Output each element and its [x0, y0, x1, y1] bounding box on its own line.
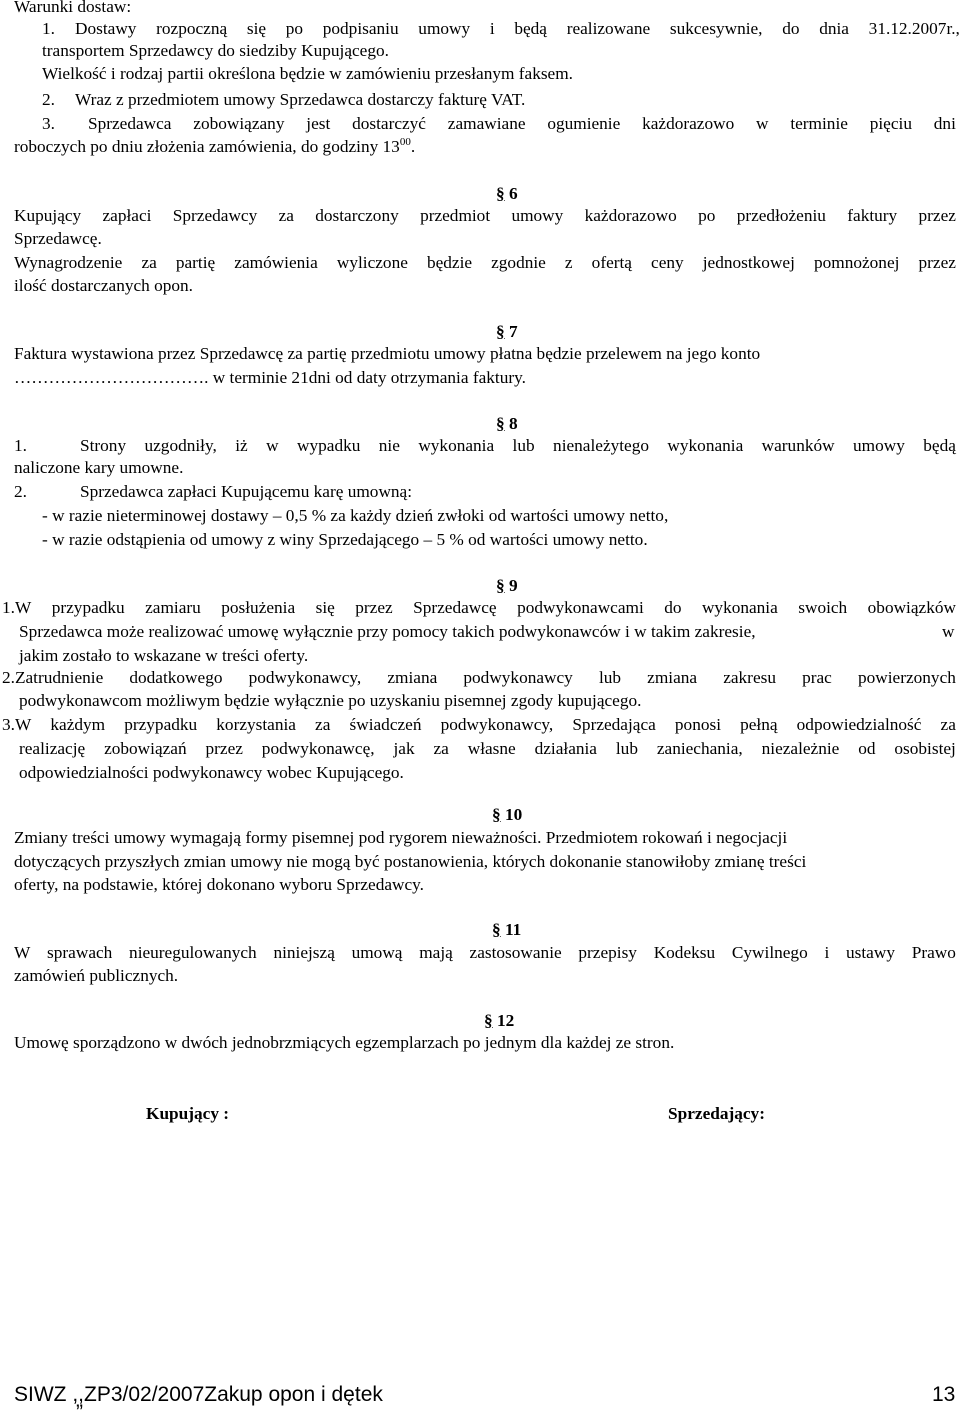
- section-12-sign: §: [484, 1011, 493, 1030]
- section-10-number: 10: [504, 805, 523, 824]
- section-11-sign: §: [492, 920, 501, 939]
- section-9-item-3-line-2: realizację zobowiązań przez podwykonawcę, jak za własne działania lub zaniechania, niezależnie od osobistej: [19, 739, 956, 758]
- section-6-line-3: Wynagrodzenie za partię zamówienia wyliczone będzie zgodnie z ofertą ceny jednostkowej pomnożonej przez: [14, 253, 956, 272]
- section-9-item-3-line-3: odpowiedzialności podwykonawcy wobec Kupującego.: [19, 763, 404, 782]
- section-9-item-1-line-2-end: w: [942, 622, 955, 641]
- section-8-item-2-text: Sprzedawca zapłaci Kupującemu karę umowną:: [80, 482, 413, 501]
- section-10-line-2: dotyczących przyszłych zmian umowy nie mogą być postanowienia, których dokonanie stanowiłoby zmianę treści: [14, 852, 807, 871]
- section-12-number: 12: [496, 1011, 515, 1030]
- delivery-item-3-end: .: [410, 137, 416, 156]
- section-11-heading: [492, 919, 521, 941]
- section-8-item-1-number: 1.: [14, 436, 27, 455]
- section-6-sign: §: [496, 184, 505, 203]
- section-7-number: 7: [508, 322, 518, 341]
- seller-signature-label: Sprzedający:: [668, 1104, 765, 1123]
- section-9-item-2-line-2: podwykonawcom możliwym będzie wyłącznie po uzyskaniu pisemnej zgody kupującego.: [19, 691, 642, 710]
- section-9-item-1-line-3: jakim zostało to wskazane w treści oferty.: [19, 646, 309, 665]
- section-9-sign: §: [496, 576, 505, 595]
- delivery-item-3-number: 3.: [42, 114, 55, 133]
- section-8-penalty-1: - w razie nieterminowej dostawy – 0,5 % za każdy dzień zwłoki od wartości umowy netto,: [42, 506, 669, 525]
- delivery-item-1-line-2: transportem Sprzedawcy do siedziby Kupującego.: [42, 41, 389, 60]
- section-6-number: 6: [508, 184, 518, 203]
- section-8-sign: §: [496, 414, 505, 433]
- section-9-item-2-line-1: 2.Zatrudnienie dodatkowego podwykonawcy, zmiana podwykonawcy lub zmiana zakresu prac powierzonych: [2, 668, 956, 687]
- section-12-line-1: Umowę sporządzono w dwóch jednobrzmiących egzemplarzach po jednym dla każdej ze stron.: [14, 1033, 675, 1052]
- section-10-sign: §: [492, 805, 501, 824]
- section-6-line-4: ilość dostarczanych opon.: [14, 276, 193, 295]
- section-10-line-3: oferty, na podstawie, której dokonano wyboru Sprzedawcy.: [14, 875, 424, 894]
- section-9-number: 9: [508, 576, 518, 595]
- section-8-heading: [496, 413, 518, 435]
- section-7-sign: §: [496, 322, 505, 341]
- footer-document-title: SIWZ ,,ZP3/02/2007Zakup opon i dętek: [14, 1383, 383, 1406]
- buyer-signature-label: Kupujący :: [146, 1104, 230, 1123]
- delivery-item-3-hour-superscript: 00: [399, 136, 411, 148]
- section-11-number: 11: [504, 920, 522, 939]
- delivery-item-1-number: 1.: [42, 19, 55, 38]
- section-9-item-1-line-2: Sprzedawca może realizować umowę wyłącznie przy pomocy takich podwykonawców i w takim zakresie,: [19, 622, 756, 641]
- section-8-item-1-line-2: naliczone kary umowne.: [14, 458, 184, 477]
- section-8-item-2-number: 2.: [14, 482, 27, 501]
- footer-quote-mark: ”: [76, 1401, 83, 1424]
- section-9-item-1-line-1: 1.W przypadku zamiaru posłużenia się przez Sprzedawcę podwykonawcami do wykonania swoich obowiązków: [2, 598, 956, 617]
- delivery-item-2-text: Wraz z przedmiotem umowy Sprzedawca dostarczy fakturę VAT.: [75, 90, 526, 109]
- section-6-heading: [496, 183, 518, 205]
- section-7-line-2: ……………………………. w terminie 21dni od daty otrzymania faktury.: [14, 368, 526, 387]
- delivery-item-1-line-3: Wielkość i rodzaj partii określona będzie w zamówieniu przesłanym faksem.: [42, 64, 573, 83]
- section-10-heading: [492, 804, 522, 826]
- delivery-item-3-text: roboczych po dniu złożenia zamówienia, do godziny 13: [14, 137, 400, 156]
- section-9-item-3-line-1: 3.W każdym przypadku korzystania za świadczeń podwykonawcy, Sprzedająca ponosi pełną odpowiedzialność za: [2, 715, 956, 734]
- section-12-heading: [484, 1010, 514, 1032]
- section-9-heading: [496, 575, 518, 597]
- section-6-line-2: Sprzedawcę.: [14, 229, 102, 248]
- section-7-heading: [496, 321, 518, 343]
- delivery-item-2-number: 2.: [42, 90, 55, 109]
- section-8-item-1-line-1: Strony uzgodniły, iż w wypadku nie wykonania lub nienależytego wykonania warunków umowy będą: [80, 436, 956, 455]
- section-7-line-1: Faktura wystawiona przez Sprzedawcę za partię przedmiotu umowy płatna będzie przelewem na jego konto: [14, 344, 761, 363]
- delivery-item-3-line-2: [14, 136, 415, 158]
- section-11-line-2: zamówień publicznych.: [14, 966, 179, 985]
- section-8-penalty-2: - w razie odstąpienia od umowy z winy Sprzedającego – 5 % od wartości umowy netto.: [42, 530, 648, 549]
- section-8-number: 8: [508, 414, 518, 433]
- delivery-item-1-line-1: Dostawy rozpoczną się po podpisaniu umowy i będą realizowane sukcesywnie, do dnia 31.12.2007r.,: [75, 19, 960, 38]
- section-11-line-1: W sprawach nieuregulowanych niniejszą umową mają zastosowanie przepisy Kodeksu Cywilnego i ustawy Prawo: [14, 943, 956, 962]
- footer-page-number: 13: [932, 1383, 956, 1406]
- delivery-title: Warunki dostaw:: [14, 0, 132, 16]
- section-10-line-1: Zmiany treści umowy wymagają formy pisemnej pod rygorem nieważności. Przedmiotem rokowań i negocjacji: [14, 828, 788, 847]
- section-6-line-1: Kupujący zapłaci Sprzedawcy za dostarczony przedmiot umowy każdorazowo po przedłożeniu faktury przez: [14, 206, 956, 225]
- delivery-item-3-line-1: Sprzedawca zobowiązany jest dostarczyć zamawiane ogumienie każdorazowo w terminie pięciu dni: [88, 114, 956, 133]
